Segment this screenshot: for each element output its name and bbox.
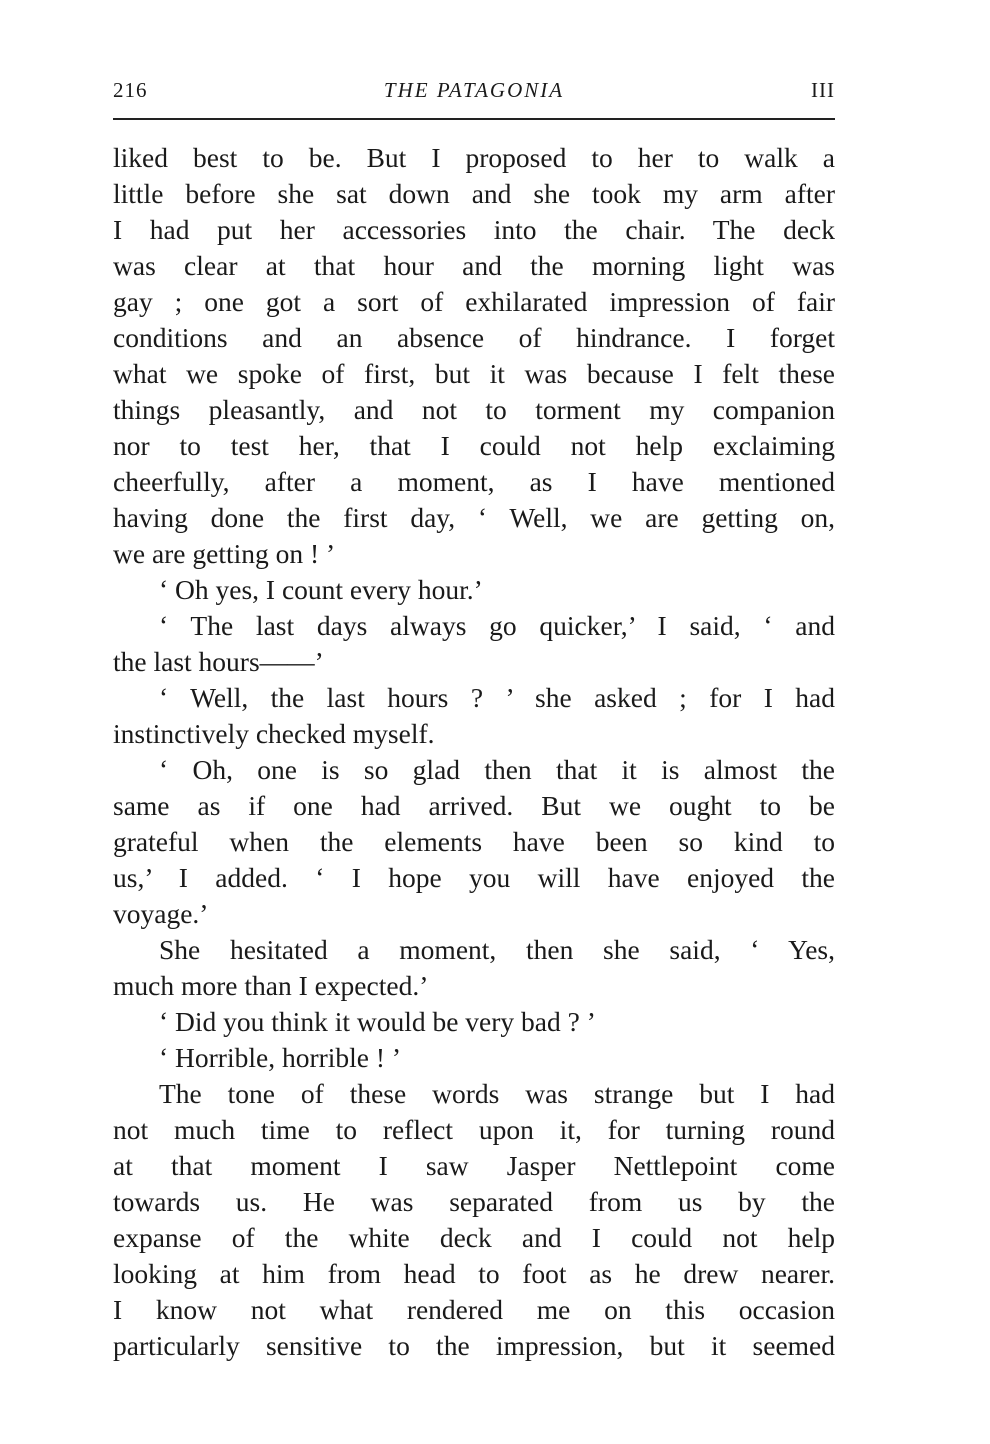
- text-line: I had put her accessories into the chair. The deck: [113, 214, 835, 245]
- text-line: was clear at that hour and the morning light was: [113, 250, 835, 281]
- text-line: ‘ Oh, one is so glad then that it is almost the: [159, 754, 835, 785]
- text-line: voyage.’: [113, 898, 209, 929]
- header-rule: [113, 118, 835, 120]
- text-line: ‘ Oh yes, I count every hour.’: [159, 574, 483, 605]
- text-line: grateful when the elements have been so kind to: [113, 826, 835, 857]
- body-text: [113, 140, 835, 1364]
- chapter-number: III: [811, 78, 835, 102]
- text-line: looking at him from head to foot as he drew nearer.: [113, 1258, 835, 1289]
- page-number: 216: [113, 78, 148, 102]
- text-line: us,’ I added. ‘ I hope you will have enjoyed the: [113, 862, 835, 893]
- text-line: particularly sensitive to the impression, but it seemed: [113, 1330, 835, 1361]
- text-line: towards us. He was separated from us by the: [113, 1186, 835, 1217]
- text-line: the last hours——’: [113, 646, 324, 677]
- text-line: what we spoke of first, but it was because I felt these: [113, 358, 835, 389]
- text-line: ‘ The last days always go quicker,’ I said, ‘ and: [159, 610, 835, 641]
- running-title: THE PATAGONIA: [383, 78, 565, 102]
- text-line: conditions and an absence of hindrance. I forget: [113, 322, 835, 353]
- text-line: She hesitated a moment, then she said, ‘ Yes,: [159, 934, 835, 965]
- text-line: nor to test her, that I could not help exclaiming: [113, 430, 835, 461]
- text-line: ‘ Well, the last hours ? ’ she asked ; for I had: [159, 682, 835, 713]
- text-line: same as if one had arrived. But we ought to be: [113, 790, 835, 821]
- text-line: cheerfully, after a moment, as I have mentioned: [113, 466, 835, 497]
- text-line: we are getting on ! ’: [113, 538, 336, 569]
- text-line: I know not what rendered me on this occasion: [113, 1294, 835, 1325]
- text-line: things pleasantly, and not to torment my companion: [113, 394, 835, 425]
- text-line: little before she sat down and she took my arm after: [113, 178, 835, 209]
- text-line: expanse of the white deck and I could not help: [113, 1222, 835, 1253]
- text-line: much more than I expected.’: [113, 970, 429, 1001]
- text-line: The tone of these words was strange but I had: [159, 1078, 835, 1109]
- text-line: at that moment I saw Jasper Nettlepoint come: [113, 1150, 835, 1181]
- text-line: liked best to be. But I proposed to her to walk a: [113, 142, 835, 173]
- text-line: ‘ Horrible, horrible ! ’: [159, 1042, 402, 1073]
- text-line: ‘ Did you think it would be very bad ? ’: [159, 1006, 596, 1037]
- text-line: instinctively checked myself.: [113, 718, 435, 749]
- text-line: not much time to reflect upon it, for turning round: [113, 1114, 835, 1145]
- running-head: [113, 74, 835, 106]
- text-line: gay ; one got a sort of exhilarated impression of fair: [113, 286, 835, 317]
- text-line: having done the first day, ‘ Well, we are getting on,: [113, 502, 835, 533]
